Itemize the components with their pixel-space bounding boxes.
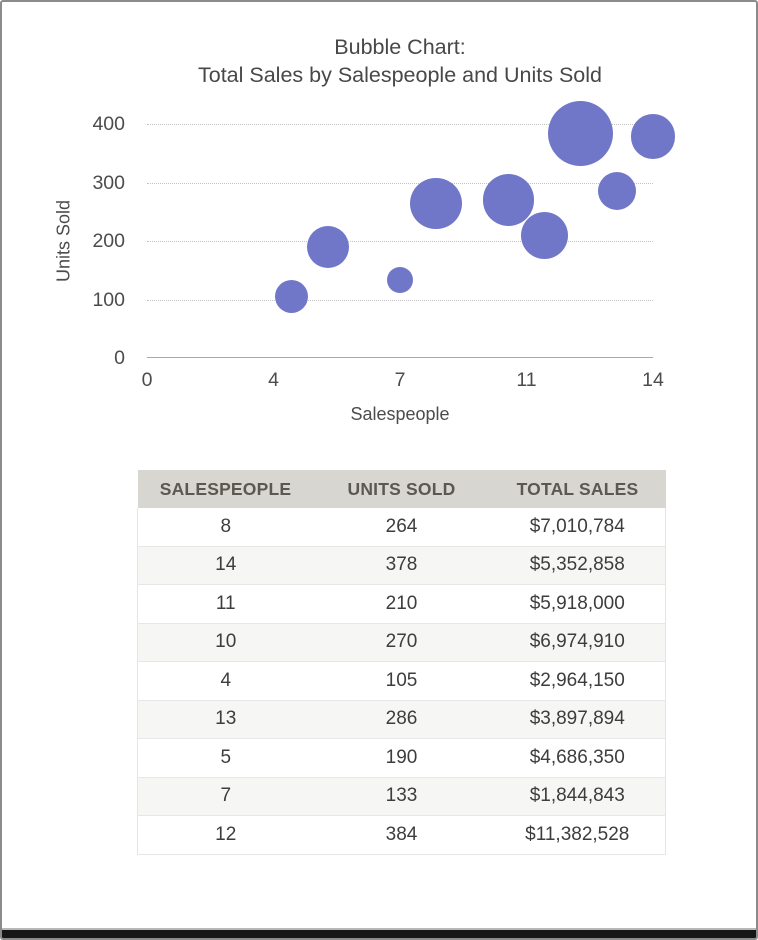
table-cell-r2-c0: 11 bbox=[138, 585, 314, 624]
table-row-7 bbox=[138, 777, 666, 816]
table-cell-r7-c1: 133 bbox=[314, 777, 490, 816]
plot-area bbox=[147, 124, 653, 358]
bubble-sp10 bbox=[483, 174, 534, 225]
table-row-8 bbox=[138, 816, 666, 855]
table-cell-r2-c2: $5,918,000 bbox=[490, 585, 666, 624]
table-cell-r4-c1: 105 bbox=[314, 662, 490, 701]
bubble-sp5 bbox=[307, 226, 349, 268]
table-header-cell-1: UNITS SOLD bbox=[314, 470, 490, 508]
gridline-y-300 bbox=[147, 183, 653, 184]
table-cell-r5-c1: 286 bbox=[314, 700, 490, 739]
y-tick-label-300: 300 bbox=[92, 171, 125, 194]
table-cell-r4-c2: $2,964,150 bbox=[490, 662, 666, 701]
bubble-sp14 bbox=[631, 114, 676, 159]
bottom-bar bbox=[2, 928, 756, 938]
y-axis-title: Units Sold bbox=[53, 199, 74, 283]
x-tick-label-11: 11 bbox=[516, 369, 537, 391]
bubble-sp12 bbox=[548, 101, 613, 166]
table-cell-r3-c2: $6,974,910 bbox=[490, 623, 666, 662]
table-cell-r2-c1: 210 bbox=[314, 585, 490, 624]
y-tick-label-400: 400 bbox=[92, 113, 125, 135]
table-row-4 bbox=[138, 662, 666, 701]
bubble-sp4 bbox=[275, 280, 308, 313]
table-row-6 bbox=[138, 739, 666, 778]
table-cell-r7-c2: $1,844,843 bbox=[490, 777, 666, 816]
table-row-2 bbox=[138, 585, 666, 624]
table-cell-r1-c2: $5,352,858 bbox=[490, 546, 666, 585]
bubble-sp13 bbox=[598, 172, 636, 210]
table-header-cell-2: TOTAL SALES bbox=[490, 470, 666, 508]
gridline-y-100 bbox=[147, 300, 653, 301]
table-cell-r1-c0: 14 bbox=[138, 546, 314, 585]
table-cell-r5-c2: $3,897,894 bbox=[490, 700, 666, 739]
bubble-sp8 bbox=[410, 178, 461, 229]
table-header-cell-0: SALESPEOPLE bbox=[138, 470, 314, 508]
table-cell-r0-c1: 264 bbox=[314, 508, 490, 546]
x-tick-label-7: 7 bbox=[394, 369, 406, 391]
bubble-sp7 bbox=[387, 267, 413, 293]
table-cell-r8-c2: $11,382,528 bbox=[490, 816, 666, 855]
table-cell-r8-c1: 384 bbox=[314, 816, 490, 855]
table-cell-r3-c0: 10 bbox=[138, 623, 314, 662]
x-axis-line bbox=[147, 357, 653, 358]
table-row-5 bbox=[138, 700, 666, 739]
table-cell-r5-c0: 13 bbox=[138, 700, 314, 739]
table-cell-r6-c2: $4,686,350 bbox=[490, 739, 666, 778]
table-row-1 bbox=[138, 546, 666, 585]
chart-title bbox=[147, 33, 653, 89]
table-body bbox=[138, 508, 666, 854]
table-cell-r4-c0: 4 bbox=[138, 662, 314, 701]
gridline-y-200 bbox=[147, 241, 653, 242]
table-cell-r3-c1: 270 bbox=[314, 623, 490, 662]
table-row-0 bbox=[138, 508, 666, 546]
y-tick-label-0: 0 bbox=[114, 347, 125, 369]
table-header-row bbox=[138, 470, 666, 508]
x-tick-label-0: 0 bbox=[141, 369, 153, 391]
x-tick-label-14: 14 bbox=[642, 369, 664, 391]
table-cell-r8-c0: 12 bbox=[138, 816, 314, 855]
table-cell-r0-c0: 8 bbox=[138, 508, 314, 546]
x-axis-title: Salespeople bbox=[350, 404, 450, 424]
table-cell-r6-c1: 190 bbox=[314, 739, 490, 778]
table-cell-r7-c0: 7 bbox=[138, 777, 314, 816]
table-cell-r6-c0: 5 bbox=[138, 739, 314, 778]
data-table bbox=[137, 470, 666, 855]
y-tick-label-200: 200 bbox=[92, 230, 125, 252]
chart-title-line1: Bubble Chart: bbox=[334, 35, 466, 59]
x-tick-label-4: 4 bbox=[268, 369, 279, 391]
bubble-sp11 bbox=[521, 212, 568, 259]
y-tick-label-100: 100 bbox=[92, 288, 125, 311]
table-cell-r0-c2: $7,010,784 bbox=[490, 508, 666, 546]
table-cell-r1-c1: 378 bbox=[314, 546, 490, 585]
table-row-3 bbox=[138, 623, 666, 662]
chart-title-line2: Total Sales by Salespeople and Units Sold bbox=[198, 63, 602, 87]
